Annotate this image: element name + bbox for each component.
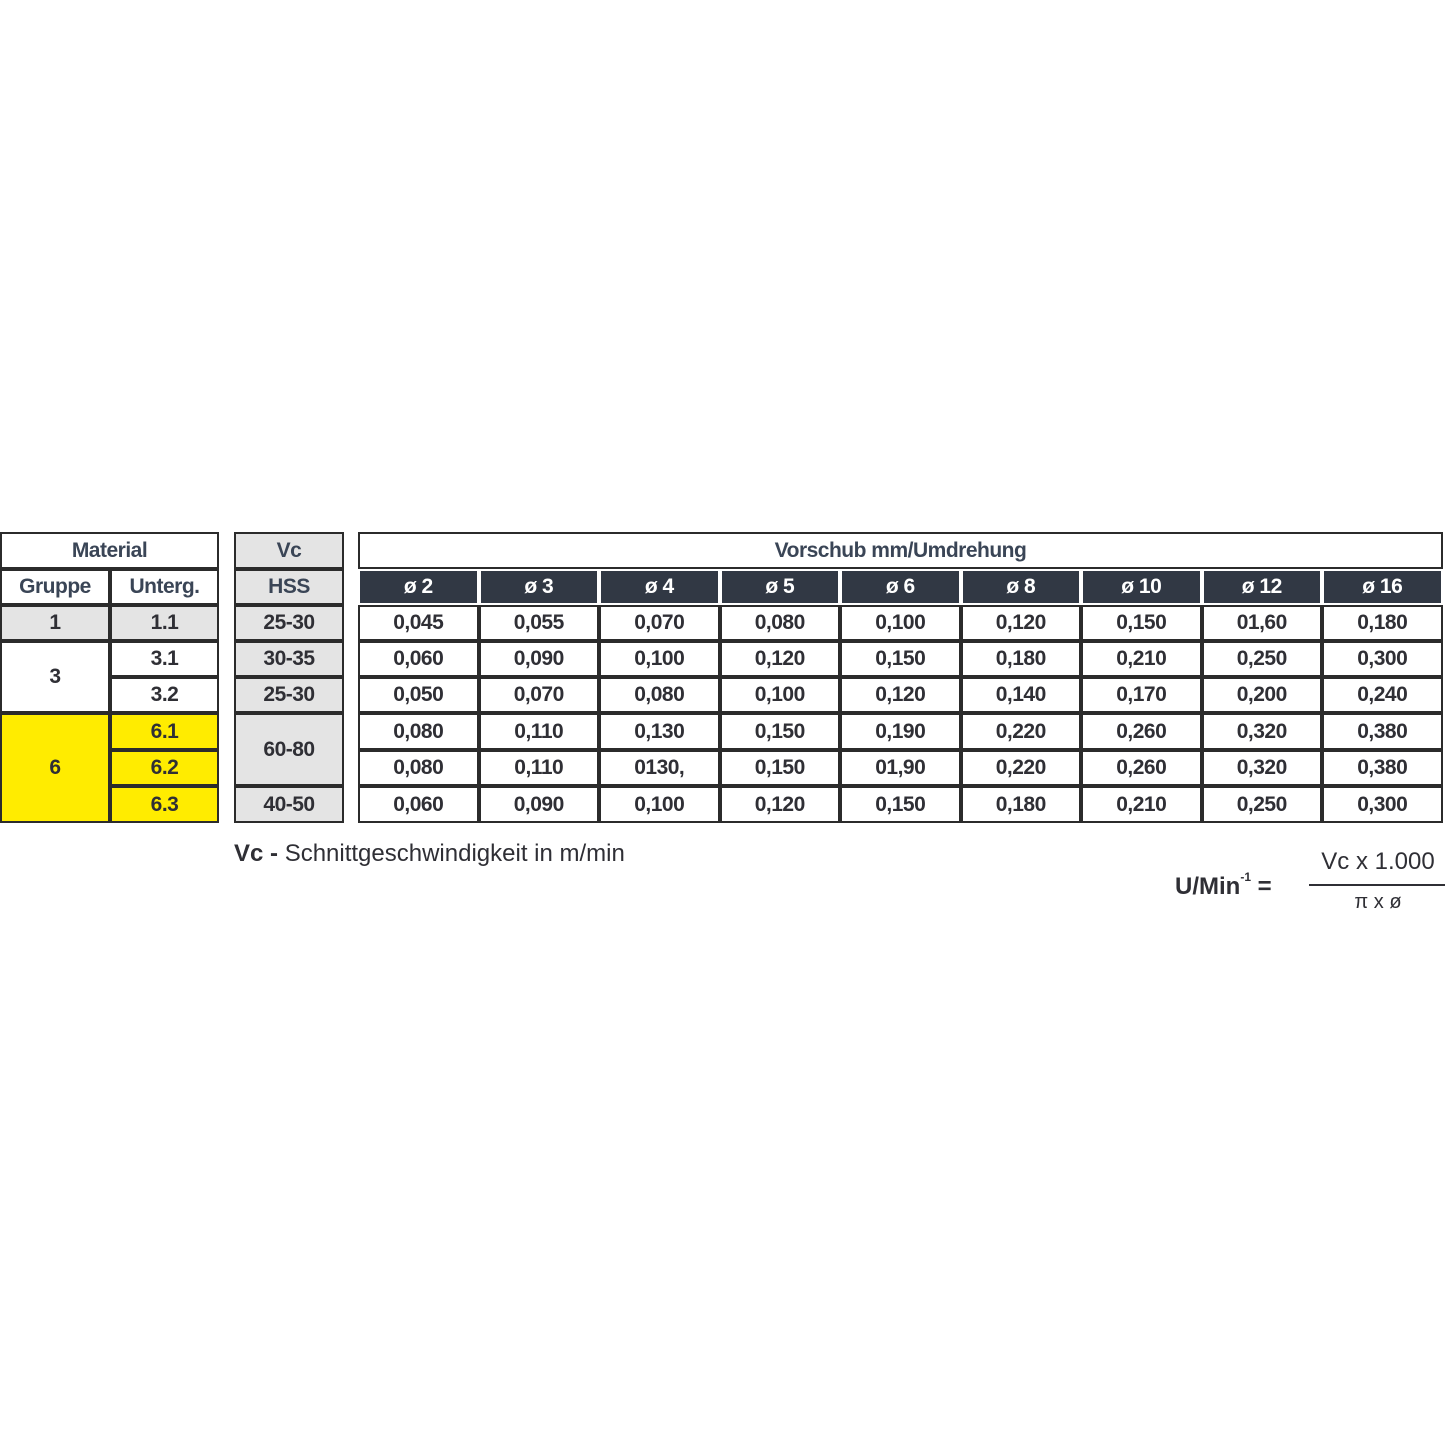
diameter-header: ø 3 xyxy=(479,569,600,605)
subgroup-cell: 6.2 xyxy=(110,750,219,786)
feed-value-cell: 0,240 xyxy=(1322,677,1443,713)
diameter-header: ø 2 xyxy=(358,569,479,605)
legend-term: Vc - xyxy=(234,840,279,867)
feed-value-cell: 0,100 xyxy=(599,641,720,677)
feed-value-cell: 0,180 xyxy=(1322,605,1443,641)
diameter-header: ø 5 xyxy=(720,569,841,605)
formula-lhs xyxy=(1175,870,1272,901)
subgroup-cell: 3.2 xyxy=(110,677,219,713)
col-gruppe: Gruppe xyxy=(0,569,110,605)
formula-equals: = xyxy=(1257,873,1272,900)
diameter-header: ø 10 xyxy=(1081,569,1202,605)
feed-value-cell: 0,320 xyxy=(1202,713,1323,750)
speed-cell: 25-30 xyxy=(234,605,344,641)
legend xyxy=(234,840,625,868)
feed-value-cell: 0,200 xyxy=(1202,677,1323,713)
feed-value-cell: 0,110 xyxy=(479,750,600,786)
feed-value-cell: 0,190 xyxy=(840,713,961,750)
feed-value-cell: 0,140 xyxy=(961,677,1082,713)
speed-subtitle: HSS xyxy=(234,569,344,605)
speed-cell: 40-50 xyxy=(234,786,344,823)
speed-cell: 60-80 xyxy=(234,713,344,786)
feed-value-cell: 0,380 xyxy=(1322,750,1443,786)
feed-value-cell: 0,300 xyxy=(1322,786,1443,823)
feed-value-cell: 0,045 xyxy=(358,605,479,641)
group-cell: 1 xyxy=(0,605,110,641)
feed-value-cell: 0,120 xyxy=(961,605,1082,641)
group-cell: 3 xyxy=(0,641,110,713)
feed-title: Vorschub mm/Umdrehung xyxy=(358,532,1443,569)
feed-value-cell: 0,050 xyxy=(358,677,479,713)
diameter-header: ø 8 xyxy=(961,569,1082,605)
material-title: Material xyxy=(0,532,219,569)
feed-value-cell: 0,055 xyxy=(479,605,600,641)
feed-value-cell: 0,150 xyxy=(840,786,961,823)
feed-value-cell: 0,110 xyxy=(479,713,600,750)
feed-value-cell: 0,180 xyxy=(961,786,1082,823)
rpm-formula xyxy=(1175,845,1445,920)
feed-value-cell: 0,120 xyxy=(840,677,961,713)
feed-value-cell: 0,150 xyxy=(720,750,841,786)
subgroup-cell: 6.1 xyxy=(110,713,219,750)
feed-value-cell: 0,380 xyxy=(1322,713,1443,750)
feed-value-cell: 0,080 xyxy=(358,713,479,750)
formula-numerator: Vc x 1.000 xyxy=(1321,848,1435,875)
speed-title: Vc xyxy=(234,532,344,569)
feed-value-cell: 0,100 xyxy=(840,605,961,641)
feed-value-cell: 0,210 xyxy=(1081,641,1202,677)
feed-value-cell: 0,320 xyxy=(1202,750,1323,786)
feed-value-cell: 0,220 xyxy=(961,750,1082,786)
legend-text: Schnittgeschwindigkeit in m/min xyxy=(284,840,625,867)
subgroup-cell: 6.3 xyxy=(110,786,219,823)
feed-value-cell: 0,130 xyxy=(599,713,720,750)
diameter-header: ø 16 xyxy=(1322,569,1443,605)
feed-value-cell: 0,090 xyxy=(479,641,600,677)
speed-cell: 25-30 xyxy=(234,677,344,713)
feed-value-cell: 01,90 xyxy=(840,750,961,786)
group-cell: 6 xyxy=(0,713,110,823)
feed-value-cell: 0,180 xyxy=(961,641,1082,677)
feed-value-cell: 0,100 xyxy=(599,786,720,823)
feed-value-cell: 0,060 xyxy=(358,786,479,823)
feed-value-cell: 0,120 xyxy=(720,786,841,823)
feed-value-cell: 0,260 xyxy=(1081,750,1202,786)
feed-value-cell: 0,150 xyxy=(720,713,841,750)
feed-value-cell: 0,250 xyxy=(1202,641,1323,677)
feed-value-cell: 0,170 xyxy=(1081,677,1202,713)
formula-lhs-text: U/Min xyxy=(1175,873,1241,900)
feed-value-cell: 01,60 xyxy=(1202,605,1323,641)
feed-value-cell: 0,080 xyxy=(720,605,841,641)
feed-value-cell: 0,120 xyxy=(720,641,841,677)
feed-value-cell: 0,260 xyxy=(1081,713,1202,750)
feed-value-cell: 0,150 xyxy=(840,641,961,677)
feed-value-cell: 0130, xyxy=(599,750,720,786)
formula-fraction-bar xyxy=(1309,884,1445,886)
formula-denominator: π x ø xyxy=(1354,891,1402,913)
diameter-header: ø 6 xyxy=(840,569,961,605)
diameter-header: ø 4 xyxy=(599,569,720,605)
feed-value-cell: 0,220 xyxy=(961,713,1082,750)
feed-value-cell: 0,210 xyxy=(1081,786,1202,823)
feed-value-cell: 0,080 xyxy=(358,750,479,786)
diameter-header: ø 12 xyxy=(1202,569,1323,605)
feed-value-cell: 0,100 xyxy=(720,677,841,713)
feed-value-cell: 0,150 xyxy=(1081,605,1202,641)
subgroup-cell: 1.1 xyxy=(110,605,219,641)
feed-value-cell: 0,070 xyxy=(479,677,600,713)
feed-value-cell: 0,250 xyxy=(1202,786,1323,823)
subgroup-cell: 3.1 xyxy=(110,641,219,677)
feed-value-cell: 0,060 xyxy=(358,641,479,677)
col-unterg: Unterg. xyxy=(110,569,219,605)
feed-value-cell: 0,300 xyxy=(1322,641,1443,677)
formula-exponent: -1 xyxy=(1240,870,1251,884)
speed-cell: 30-35 xyxy=(234,641,344,677)
feed-value-cell: 0,090 xyxy=(479,786,600,823)
feed-value-cell: 0,080 xyxy=(599,677,720,713)
feed-value-cell: 0,070 xyxy=(599,605,720,641)
